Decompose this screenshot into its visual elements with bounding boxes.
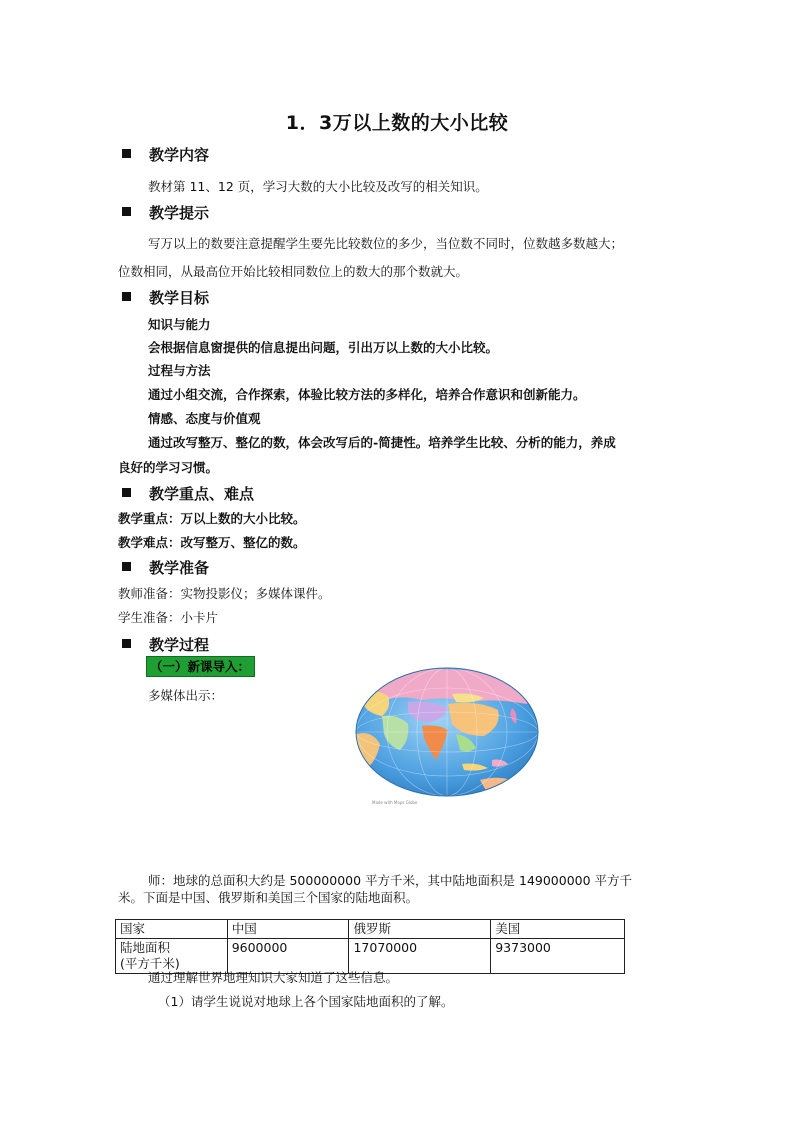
teacher-speech-line-1: 师：地球的总面积大约是 500000000 平方千米，其中陆地面积是 149000000 平方千 — [148, 873, 633, 888]
teacher-preparation: 教师准备：实物投影仪；多媒体课件。 — [118, 586, 331, 601]
page-title: 1．3万以上数的大小比较 — [285, 112, 509, 134]
hint-line-1: 写万以上的数要注意提醒学生要先比较数位的多少，当位数不同时，位数越多数越大； — [148, 236, 624, 251]
content-text: 教材第 11、12 页，学习大数的大小比较及改写的相关知识。 — [148, 179, 488, 194]
media-display-text: 多媒体出示： — [148, 688, 224, 703]
heading-teaching-process: 教学过程 — [122, 634, 209, 655]
square-bullet-icon — [122, 488, 131, 497]
hint-line-2: 位数相同，从最高位开始比较相同数位上的数大的那个数就大。 — [118, 264, 469, 279]
square-bullet-icon — [122, 292, 131, 301]
key-point-text: 教学重点：万以上数的大小比较。 — [118, 511, 306, 526]
square-bullet-icon — [122, 149, 131, 158]
student-preparation: 学生准备：小卡片 — [118, 610, 219, 625]
globe-image — [352, 664, 542, 806]
table-row — [116, 920, 625, 939]
table-cell: 17070000 — [349, 939, 491, 974]
globe-caption: Made with Maps Globe — [372, 800, 418, 805]
table-cell: 9600000 — [227, 939, 349, 974]
heading-key-points: 教学重点、难点 — [122, 483, 254, 504]
goal-subheading-knowledge: 知识与能力 — [148, 317, 211, 332]
goal-text-knowledge: 会根据信息窗提供的信息提出问题，引出万以上数的大小比较。 — [148, 340, 499, 355]
goal-text-attitude-1: 通过改写整万、整亿的数，体会改写后的-简捷性。培养学生比较、分析的能力，养成 — [148, 435, 616, 450]
question-1-text: （1）请学生说说对地球上各个国家陆地面积的了解。 — [158, 994, 454, 1009]
heading-teaching-goals: 教学目标 — [122, 287, 209, 308]
teacher-speech-line-2: 米。下面是中国、俄罗斯和美国三个国家的陆地面积。 — [118, 890, 419, 905]
goal-subheading-attitude: 情感、态度与价值观 — [148, 411, 261, 426]
goal-subheading-process: 过程与方法 — [148, 363, 211, 378]
table-cell: 9373000 — [491, 939, 625, 974]
land-area-table — [115, 919, 625, 974]
square-bullet-icon — [122, 207, 131, 216]
difficulty-text: 教学难点：改写整万、整亿的数。 — [118, 535, 306, 550]
table-header-cell: 中国 — [227, 920, 349, 939]
square-bullet-icon — [122, 639, 131, 648]
after-table-text: 通过理解世界地理知识大家知道了这些信息。 — [148, 970, 399, 985]
heading-teaching-hint: 教学提示 — [122, 202, 209, 223]
goal-text-attitude-2: 良好的学习习惯。 — [118, 460, 219, 475]
table-header-cell: 俄罗斯 — [349, 920, 491, 939]
table-header-cell: 美国 — [491, 920, 625, 939]
square-bullet-icon — [122, 562, 131, 571]
heading-preparation: 教学准备 — [122, 557, 209, 578]
globe-icon — [352, 664, 542, 806]
table-row-label: 陆地面积 (平方千米) — [116, 939, 228, 974]
heading-teaching-content: 教学内容 — [122, 144, 209, 165]
step-label-intro: （一）新课导入： — [146, 656, 255, 675]
goal-text-process: 通过小组交流，合作探索，体验比较方法的多样化，培养合作意识和创新能力。 — [148, 387, 586, 402]
table-header-cell: 国家 — [116, 920, 228, 939]
